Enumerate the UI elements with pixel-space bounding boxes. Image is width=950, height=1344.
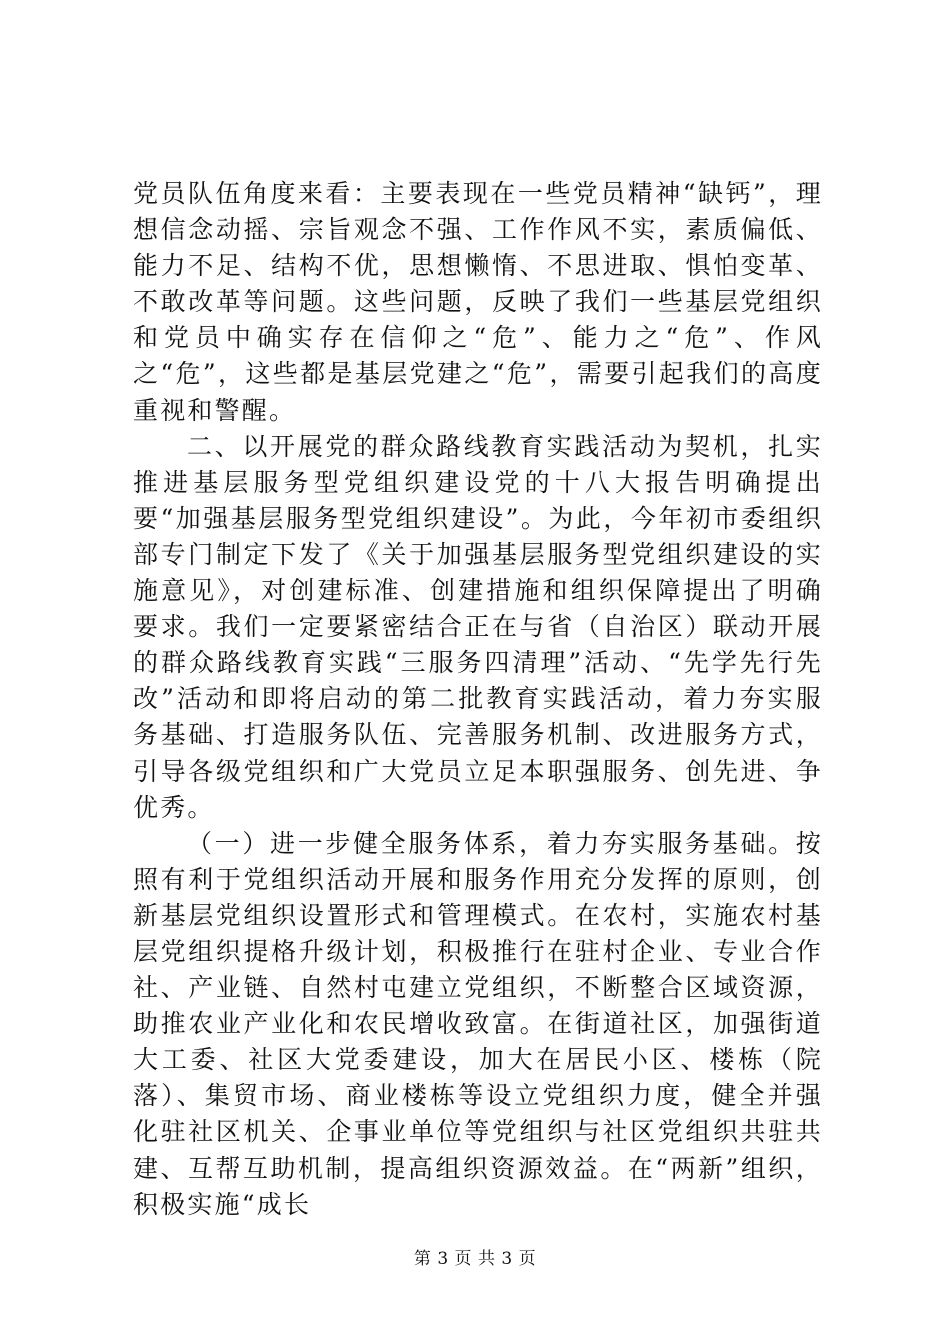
- page-footer: 第 3 页 共 3 页: [413, 1249, 537, 1269]
- document-body: [133, 176, 823, 1223]
- paragraph-subsection-one: （一）进一步健全服务体系，着力夯实服务基础。按照有利于党组织活动开展和服务作用充分发挥的原则，创新基层党组织设置形式和管理模式。在农村，实施农村基层党组织提格升级计划，积极推行在驻村企业、专业合作社、产业链、自然村屯建立党组织，不断整合区域资源，助推农业产业化和农民增收致富。在街道社区，加强街道大工委、社区大党委建设，加大在居民小区、楼栋（院落）、集贸市场、商业楼栋等设立党组织力度，健全并强化驻社区机关、企事业单位等党组织与社区党组织共驻共建、互帮互助机制，提高组织资源效益。在“两新”组织，积极实施“成长: [133, 828, 823, 1219]
- paragraph-party-member-issues: 党员队伍角度来看：主要表现在一些党员精神“缺钙”，理想信念动摇、宗旨观念不强、工作作风不实，素质偏低、能力不足、结构不优，思想懒惰、不思进取、惧怕变革、不敢改革等问题。这些问题，反映了我们一些基层党组织和党员中确实存在信仰之“危”、能力之“危”、作风之“危”，这些都是基层党建之“危”，需要引起我们的高度重视和警醒。: [133, 179, 823, 425]
- paragraph-section-two: 二、以开展党的群众路线教育实践活动为契机，扎实推进基层服务型党组织建设党的十八大报告明确提出要“加强基层服务型党组织建设”。为此，今年初市委组织部专门制定下发了《关于加强基层服务型党组织建设的实施意见》，对创建标准、创建措施和组织保障提出了明确要求。我们一定要紧密结合正在与省（自治区）联动开展的群众路线教育实践“三服务四清理”活动、“先学先行先改”活动和即将启动的第二批教育实践活动，着力夯实服务基础、打造服务队伍、完善服务机制、改进服务方式，引导各级党组织和广大党员立足本职强服务、创先进、争优秀。: [133, 431, 823, 822]
